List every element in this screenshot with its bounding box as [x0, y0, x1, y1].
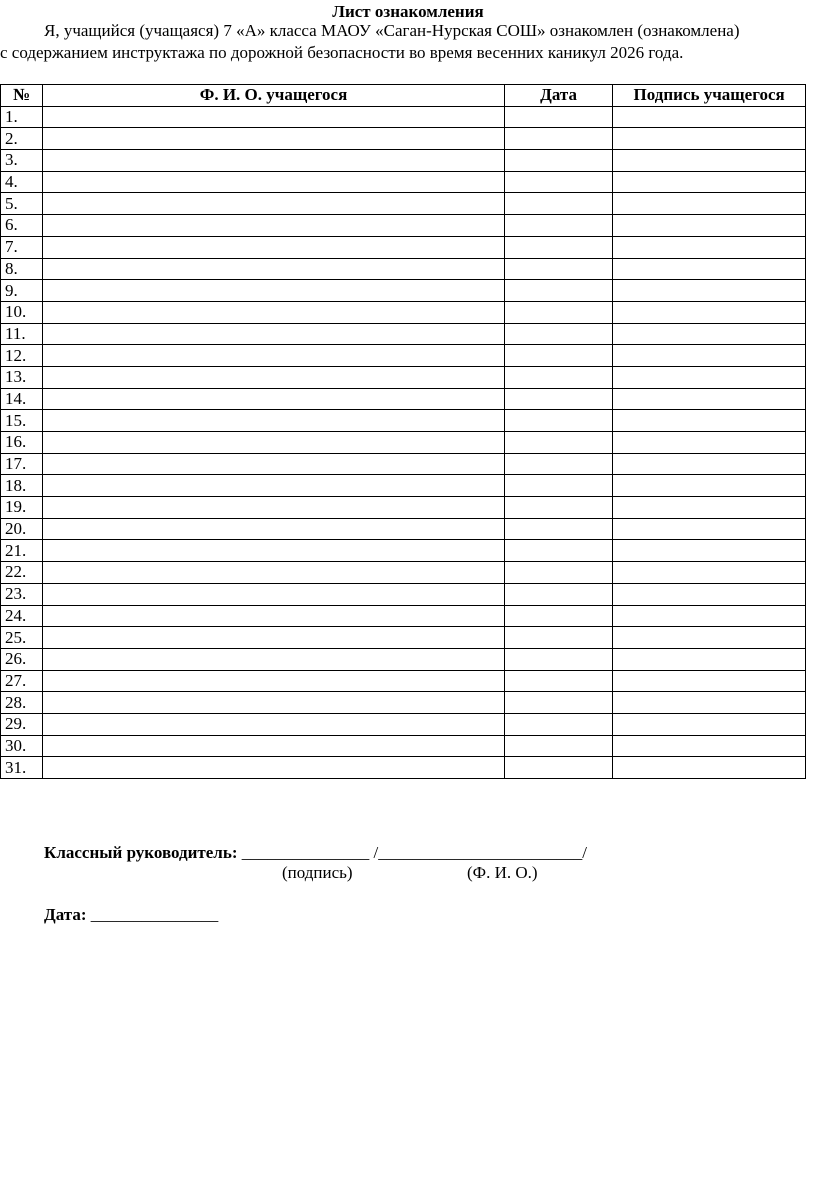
row-number: 24. — [1, 605, 43, 627]
table-row — [1, 215, 806, 237]
date-cell[interactable] — [504, 605, 612, 627]
date-cell[interactable] — [504, 388, 612, 410]
signature-cell[interactable] — [613, 497, 806, 519]
student-name-cell[interactable] — [43, 562, 505, 584]
date-cell[interactable] — [504, 475, 612, 497]
date-line — [44, 905, 218, 925]
signature-cell[interactable] — [613, 562, 806, 584]
row-number: 18. — [1, 475, 43, 497]
signature-cell[interactable] — [613, 215, 806, 237]
student-name-cell[interactable] — [43, 323, 505, 345]
signature-cell[interactable] — [613, 388, 806, 410]
table-row — [1, 323, 806, 345]
row-number: 27. — [1, 670, 43, 692]
header-date: Дата — [504, 85, 612, 107]
caption-signature: (подпись) — [282, 863, 353, 882]
student-name-cell[interactable] — [43, 410, 505, 432]
student-name-cell[interactable] — [43, 280, 505, 302]
student-name-cell[interactable] — [43, 453, 505, 475]
row-number: 26. — [1, 648, 43, 670]
signature-cell[interactable] — [613, 518, 806, 540]
date-cell[interactable] — [504, 453, 612, 475]
student-name-cell[interactable] — [43, 106, 505, 128]
table-row — [1, 193, 806, 215]
student-name-cell[interactable] — [43, 150, 505, 172]
intro-text-line-1: Я, учащийся (учащаяся) 7 «А» класса МАОУ «Саган-Нурская СОШ» ознакомлен (ознакомлена) — [44, 21, 740, 40]
table-row — [1, 627, 806, 649]
date-cell[interactable] — [504, 692, 612, 714]
signature-cell[interactable] — [613, 193, 806, 215]
table-row — [1, 713, 806, 735]
table-row — [1, 540, 806, 562]
date-cell[interactable] — [504, 518, 612, 540]
table-row — [1, 562, 806, 584]
row-number: 1. — [1, 106, 43, 128]
student-name-cell[interactable] — [43, 193, 505, 215]
teacher-label: Классный руководитель: — [44, 843, 238, 862]
intro-text-line-2: с содержанием инструктажа по дорожной безопасности во время весенних каникул 2026 года. — [0, 43, 684, 62]
date-cell[interactable] — [504, 366, 612, 388]
row-number: 7. — [1, 236, 43, 258]
table-row — [1, 692, 806, 714]
date-cell[interactable] — [504, 757, 612, 779]
signature-cell[interactable] — [613, 605, 806, 627]
page-title: Лист ознакомления — [332, 2, 484, 21]
date-cell[interactable] — [504, 106, 612, 128]
date-cell[interactable] — [504, 215, 612, 237]
acknowledgement-table — [0, 84, 806, 779]
table-header-row — [1, 85, 806, 107]
caption-fio: (Ф. И. О.) — [467, 863, 538, 882]
signature-cell[interactable] — [613, 670, 806, 692]
student-name-cell[interactable] — [43, 345, 505, 367]
date-cell[interactable] — [504, 258, 612, 280]
student-name-cell[interactable] — [43, 215, 505, 237]
signature-cell[interactable] — [613, 648, 806, 670]
row-number: 25. — [1, 627, 43, 649]
row-number: 30. — [1, 735, 43, 757]
student-name-cell[interactable] — [43, 648, 505, 670]
table-row — [1, 150, 806, 172]
row-number: 19. — [1, 497, 43, 519]
row-number: 4. — [1, 171, 43, 193]
table-row — [1, 106, 806, 128]
signature-cell[interactable] — [613, 106, 806, 128]
date-cell[interactable] — [504, 128, 612, 150]
signature-cell[interactable] — [613, 713, 806, 735]
date-label: Дата: — [44, 905, 87, 924]
student-name-cell[interactable] — [43, 692, 505, 714]
teacher-signature-line — [44, 843, 587, 863]
table-row — [1, 128, 806, 150]
date-cell[interactable] — [504, 345, 612, 367]
student-name-cell[interactable] — [43, 627, 505, 649]
signature-cell[interactable] — [613, 692, 806, 714]
date-cell[interactable] — [504, 323, 612, 345]
signature-cell[interactable] — [613, 432, 806, 454]
date-cell[interactable] — [504, 171, 612, 193]
date-cell[interactable] — [504, 562, 612, 584]
signature-cell[interactable] — [613, 150, 806, 172]
student-name-cell[interactable] — [43, 301, 505, 323]
table-row — [1, 735, 806, 757]
date-cell[interactable] — [504, 713, 612, 735]
date-cell[interactable] — [504, 670, 612, 692]
row-number: 21. — [1, 540, 43, 562]
table-row — [1, 410, 806, 432]
row-number: 22. — [1, 562, 43, 584]
student-name-cell[interactable] — [43, 540, 505, 562]
signature-cell[interactable] — [613, 345, 806, 367]
date-cell[interactable] — [504, 648, 612, 670]
signature-cell[interactable] — [613, 735, 806, 757]
table-row — [1, 258, 806, 280]
signature-cell[interactable] — [613, 236, 806, 258]
student-name-cell[interactable] — [43, 713, 505, 735]
table-row — [1, 757, 806, 779]
signature-cell[interactable] — [613, 366, 806, 388]
row-number: 31. — [1, 757, 43, 779]
student-name-cell[interactable] — [43, 583, 505, 605]
table-row — [1, 605, 806, 627]
row-number: 14. — [1, 388, 43, 410]
date-cell[interactable] — [504, 280, 612, 302]
student-name-cell[interactable] — [43, 670, 505, 692]
signature-cell[interactable] — [613, 583, 806, 605]
row-number: 9. — [1, 280, 43, 302]
header-student-name: Ф. И. О. учащегося — [43, 85, 505, 107]
row-number: 5. — [1, 193, 43, 215]
student-name-cell[interactable] — [43, 605, 505, 627]
signature-cell[interactable] — [613, 323, 806, 345]
date-cell[interactable] — [504, 627, 612, 649]
student-name-cell[interactable] — [43, 171, 505, 193]
table-row — [1, 301, 806, 323]
row-number: 28. — [1, 692, 43, 714]
date-cell[interactable] — [504, 432, 612, 454]
student-name-cell[interactable] — [43, 236, 505, 258]
signature-cell[interactable] — [613, 171, 806, 193]
student-name-cell[interactable] — [43, 388, 505, 410]
header-number: № — [1, 85, 43, 107]
table-row — [1, 453, 806, 475]
date-blank[interactable]: _______________ — [86, 905, 219, 924]
date-cell[interactable] — [504, 410, 612, 432]
signature-cell[interactable] — [613, 258, 806, 280]
header-signature: Подпись учащегося — [613, 85, 806, 107]
student-name-cell[interactable] — [43, 757, 505, 779]
table-row — [1, 236, 806, 258]
row-number: 20. — [1, 518, 43, 540]
signature-cell[interactable] — [613, 410, 806, 432]
student-name-cell[interactable] — [43, 258, 505, 280]
row-number: 6. — [1, 215, 43, 237]
row-number: 8. — [1, 258, 43, 280]
student-name-cell[interactable] — [43, 128, 505, 150]
student-name-cell[interactable] — [43, 432, 505, 454]
student-name-cell[interactable] — [43, 518, 505, 540]
student-name-cell[interactable] — [43, 475, 505, 497]
date-cell[interactable] — [504, 583, 612, 605]
date-cell[interactable] — [504, 735, 612, 757]
signature-cell[interactable] — [613, 128, 806, 150]
signature-cell[interactable] — [613, 540, 806, 562]
row-number: 3. — [1, 150, 43, 172]
date-cell[interactable] — [504, 150, 612, 172]
table-row — [1, 475, 806, 497]
row-number: 11. — [1, 323, 43, 345]
table-row — [1, 366, 806, 388]
table-row — [1, 432, 806, 454]
signature-cell[interactable] — [613, 475, 806, 497]
date-cell[interactable] — [504, 301, 612, 323]
teacher-blank[interactable]: _______________ /________________________/ — [237, 843, 587, 862]
table-row — [1, 648, 806, 670]
date-cell[interactable] — [504, 236, 612, 258]
row-number: 29. — [1, 713, 43, 735]
row-number: 13. — [1, 366, 43, 388]
signature-cell[interactable] — [613, 757, 806, 779]
row-number: 16. — [1, 432, 43, 454]
signature-cell[interactable] — [613, 301, 806, 323]
row-number: 10. — [1, 301, 43, 323]
row-number: 12. — [1, 345, 43, 367]
signature-cell[interactable] — [613, 453, 806, 475]
table-row — [1, 670, 806, 692]
row-number: 2. — [1, 128, 43, 150]
table-row — [1, 497, 806, 519]
table-row — [1, 583, 806, 605]
signature-cell[interactable] — [613, 627, 806, 649]
table-row — [1, 171, 806, 193]
student-name-cell[interactable] — [43, 497, 505, 519]
signature-cell[interactable] — [613, 280, 806, 302]
table-body — [1, 106, 806, 778]
student-name-cell[interactable] — [43, 366, 505, 388]
row-number: 15. — [1, 410, 43, 432]
table-row — [1, 388, 806, 410]
student-name-cell[interactable] — [43, 735, 505, 757]
date-cell[interactable] — [504, 193, 612, 215]
table-row — [1, 345, 806, 367]
table-row — [1, 280, 806, 302]
row-number: 17. — [1, 453, 43, 475]
row-number: 23. — [1, 583, 43, 605]
date-cell[interactable] — [504, 497, 612, 519]
date-cell[interactable] — [504, 540, 612, 562]
table-row — [1, 518, 806, 540]
